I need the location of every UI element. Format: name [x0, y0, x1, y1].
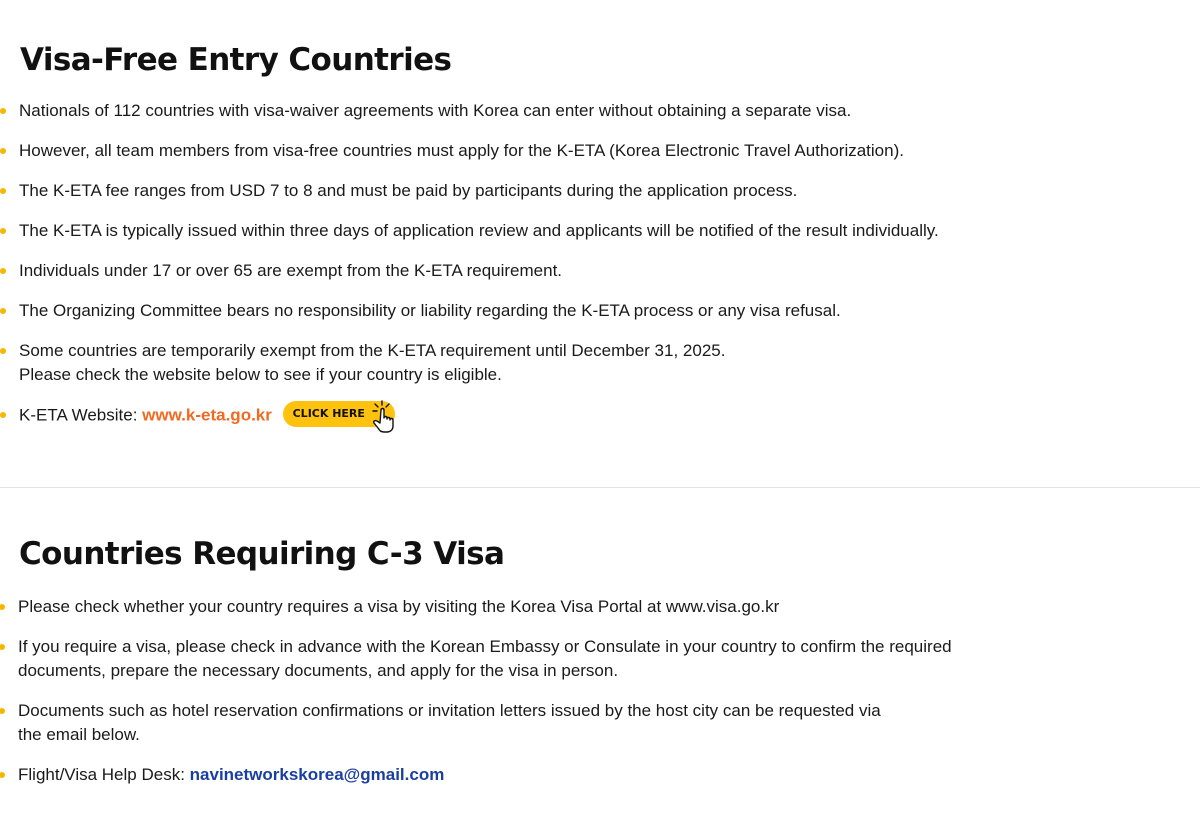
list-item-help-desk	[18, 763, 1178, 787]
section-divider	[0, 487, 1200, 488]
list-item: Nationals of 112 countries with visa-waiver agreements with Korea can enter without obtaining a separate visa.	[19, 99, 1179, 123]
list-item-keta-website	[19, 403, 1179, 429]
list-item-line: documents, prepare the necessary documents, and apply for the visa in person.	[18, 661, 619, 680]
section-title-visa-free: Visa-Free Entry Countries	[20, 42, 452, 78]
help-desk-label: Flight/Visa Help Desk:	[18, 765, 190, 784]
list-item-line: Some countries are temporarily exempt from the K-ETA requirement until December 31, 2025.	[19, 341, 726, 360]
click-here-label: CLICK HERE	[292, 407, 365, 420]
help-desk-email-link[interactable]: navinetworkskorea@gmail.com	[189, 765, 445, 784]
keta-website-label: K-ETA Website:	[19, 405, 143, 425]
list-item-line: If you require a visa, please check in advance with the Korean Embassy or Consulate in your country to confirm the required	[18, 637, 952, 656]
list-item: However, all team members from visa-free countries must apply for the K-ETA (Korea Electronic Travel Authorization).	[19, 139, 1179, 163]
list-item-line: Please check the website below to see if your country is eligible.	[19, 365, 502, 384]
click-here-button[interactable]	[283, 401, 395, 427]
section-title-c3-visa: Countries Requiring C-3 Visa	[19, 536, 505, 572]
visa-free-list	[19, 99, 1179, 445]
list-item	[18, 635, 1178, 683]
c3-visa-list	[18, 595, 1178, 803]
list-item	[18, 699, 1178, 747]
pointing-hand-icon	[371, 399, 405, 433]
keta-website-link[interactable]: www.k-eta.go.kr	[142, 405, 272, 425]
list-item: The K-ETA fee ranges from USD 7 to 8 and must be paid by participants during the application process.	[19, 179, 1179, 203]
list-item-line: Documents such as hotel reservation confirmations or invitation letters issued by the host city can be requested via	[18, 701, 881, 720]
list-item	[19, 339, 1179, 387]
list-item: The K-ETA is typically issued within three days of application review and applicants will be notified of the result individually.	[19, 219, 1179, 243]
list-item-line: the email below.	[18, 725, 140, 744]
list-item: Individuals under 17 or over 65 are exempt from the K-ETA requirement.	[19, 259, 1179, 283]
list-item: The Organizing Committee bears no responsibility or liability regarding the K-ETA process or any visa refusal.	[19, 299, 1179, 323]
list-item: Please check whether your country requires a visa by visiting the Korea Visa Portal at www.visa.go.kr	[18, 595, 1178, 619]
